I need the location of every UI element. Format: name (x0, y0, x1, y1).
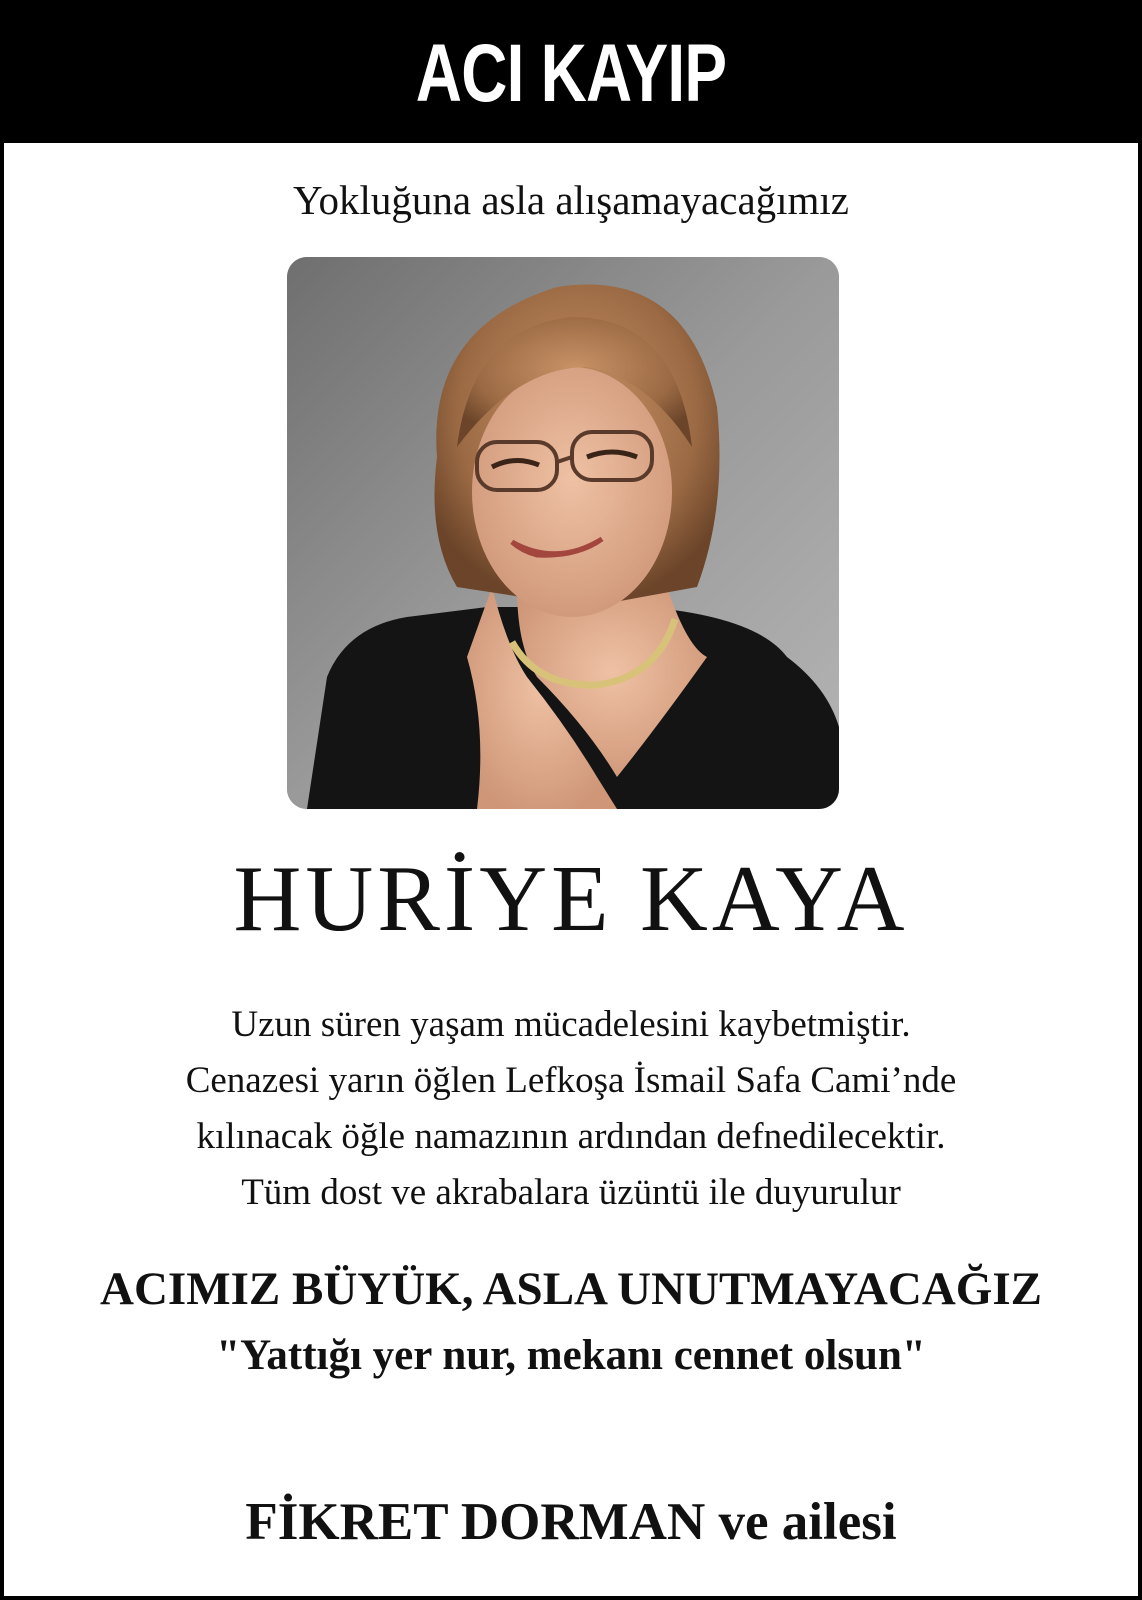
body-line: Uzun süren yaşam mücadelesini kaybetmiştir. (231, 1004, 911, 1045)
portrait-photo (287, 257, 839, 809)
header-bar (4, 4, 1138, 143)
body-line: Tüm dost ve akrabalara üzüntü ile duyurulur (241, 1172, 901, 1213)
body-line: kılınacak öğle namazının ardından defnedilecektir. (196, 1116, 946, 1157)
body-line: Cenazesi yarın öğlen Lefkoşa İsmail Safa Cami’nde (185, 1060, 957, 1101)
announcement-body (4, 997, 1138, 1221)
subtitle: Yokluğuna asla alışamayacağımız (292, 177, 850, 223)
quote-line: "Yattığı yer nur, mekanı cennet olsun" (216, 1332, 926, 1379)
deceased-name: HURİYE KAYA (233, 847, 909, 951)
emphasis-line: ACIMIZ BÜYÜK, ASLA UNUTMAYACAĞIZ (100, 1263, 1042, 1315)
portrait-illustration (287, 257, 839, 809)
signature: FİKRET DORMAN ve ailesi (245, 1493, 897, 1551)
header-title: ACI KAYIP (415, 27, 727, 119)
